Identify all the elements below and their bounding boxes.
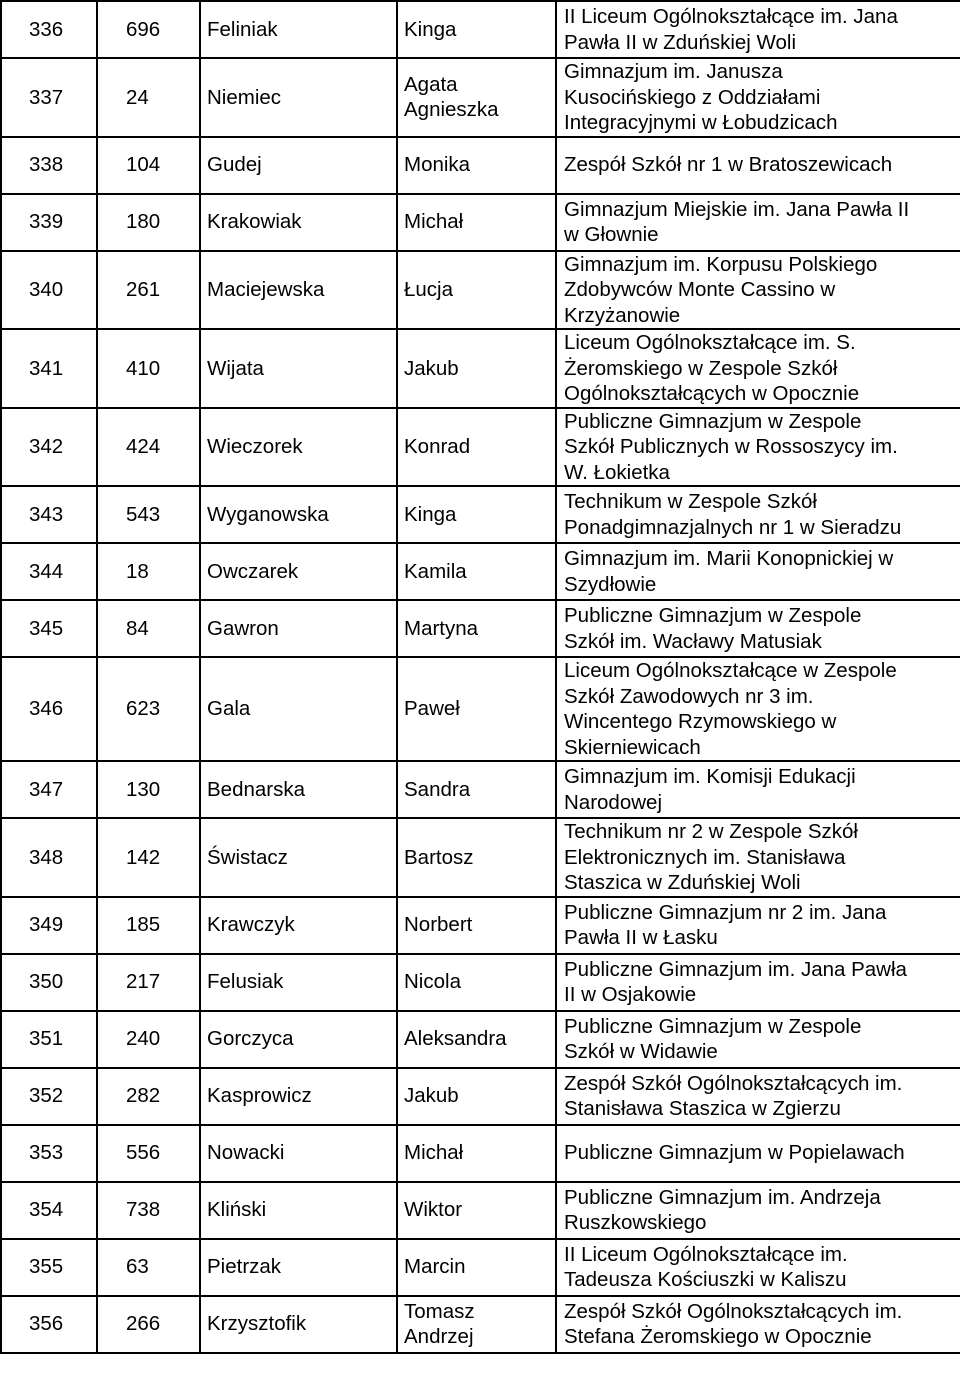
school-cell xyxy=(556,137,960,194)
first-name-cell xyxy=(397,954,556,1011)
surname-cell xyxy=(200,137,397,194)
code-cell-text: 18 xyxy=(126,559,149,583)
table-row xyxy=(1,897,960,954)
surname-cell-text: Wyganowska xyxy=(207,502,329,526)
code-cell xyxy=(97,194,200,251)
lp-cell xyxy=(1,1068,97,1125)
surname-cell xyxy=(200,486,397,543)
lp-cell xyxy=(1,137,97,194)
first-name-cell-text: Wiktor xyxy=(404,1198,463,1222)
code-cell-text: 185 xyxy=(126,913,161,937)
code-cell-text: 84 xyxy=(126,616,149,640)
school-cell-text: II Liceum Ogólnokształcące im. Jana Pawła II w Zduńskiej Woli xyxy=(564,5,898,54)
lp-cell xyxy=(1,954,97,1011)
first-name-cell-text: Jakub xyxy=(404,1084,459,1108)
lp-cell xyxy=(1,194,97,251)
school-cell-text: Liceum Ogólnokształcące w Zespole Szkół Zawodowych nr 3 im. Wincentego Rzymowskiego w Skierniewicach xyxy=(564,659,897,759)
school-cell-text: Gimnazjum Miejskie im. Jana Pawła II w Głownie xyxy=(564,197,910,246)
lp-cell xyxy=(1,1182,97,1239)
code-cell-text: 104 xyxy=(126,153,161,177)
school-cell xyxy=(556,954,960,1011)
school-cell xyxy=(556,897,960,954)
lp-cell-text: 347 xyxy=(29,777,64,801)
first-name-cell-text: Norbert xyxy=(404,913,473,937)
school-cell-text: Zespół Szkół Ogólnokształcących im. Stefana Żeromskiego w Opocznie xyxy=(564,1299,903,1348)
code-cell xyxy=(97,1239,200,1296)
first-name-cell-text: Nicola xyxy=(404,970,461,994)
lp-cell xyxy=(1,657,97,761)
school-cell-text: Publiczne Gimnazjum w Zespole Szkół Publicznych w Rossoszycy im. W. Łokietka xyxy=(564,409,898,484)
first-name-cell-text: Kinga xyxy=(404,17,457,41)
code-cell-text: 130 xyxy=(126,777,161,801)
table-row xyxy=(1,1296,960,1353)
first-name-cell xyxy=(397,1011,556,1068)
code-cell xyxy=(97,897,200,954)
lp-cell xyxy=(1,761,97,818)
code-cell xyxy=(97,1125,200,1182)
school-cell xyxy=(556,657,960,761)
table-row xyxy=(1,329,960,408)
surname-cell-text: Gala xyxy=(207,697,251,721)
surname-cell xyxy=(200,1125,397,1182)
first-name-cell xyxy=(397,329,556,408)
table-body xyxy=(1,1,960,1353)
code-cell xyxy=(97,657,200,761)
first-name-cell xyxy=(397,897,556,954)
surname-cell-text: Wijata xyxy=(207,356,264,380)
lp-cell-text: 342 xyxy=(29,435,64,458)
code-cell xyxy=(97,408,200,487)
surname-cell xyxy=(200,1011,397,1068)
surname-cell xyxy=(200,1,397,58)
surname-cell-text: Felusiak xyxy=(207,970,284,994)
surname-cell xyxy=(200,1239,397,1296)
school-cell-text: Publiczne Gimnazjum w Popielawach xyxy=(564,1141,905,1165)
first-name-cell xyxy=(397,1239,556,1296)
first-name-cell xyxy=(397,486,556,543)
table-row xyxy=(1,408,960,487)
first-name-cell-text: Kinga xyxy=(404,502,457,526)
table-row xyxy=(1,58,960,137)
code-cell-text: 696 xyxy=(126,17,161,41)
first-name-cell xyxy=(397,600,556,657)
first-name-cell-text: Bartosz xyxy=(404,845,474,869)
first-name-cell xyxy=(397,194,556,251)
table-row xyxy=(1,1011,960,1068)
lp-cell-text: 349 xyxy=(29,913,64,937)
code-cell-text: 240 xyxy=(126,1027,161,1051)
lp-cell xyxy=(1,543,97,600)
code-cell xyxy=(97,543,200,600)
school-cell-text: Gimnazjum im. Komisji Edukacji Narodowej xyxy=(564,765,856,814)
lp-cell-text: 356 xyxy=(29,1312,64,1336)
lp-cell-text: 352 xyxy=(29,1084,64,1108)
first-name-cell xyxy=(397,657,556,761)
surname-cell-text: Gorczyca xyxy=(207,1027,294,1051)
first-name-cell-text: Michał xyxy=(404,210,464,234)
surname-cell xyxy=(200,251,397,330)
school-cell xyxy=(556,329,960,408)
surname-cell xyxy=(200,543,397,600)
code-cell-text: 738 xyxy=(126,1198,161,1222)
school-cell-text: Zespół Szkół nr 1 w Bratoszewicach xyxy=(564,153,893,177)
first-name-cell xyxy=(397,137,556,194)
surname-cell-text: Pietrzak xyxy=(207,1255,282,1279)
code-cell-text: 63 xyxy=(126,1255,149,1279)
surname-cell xyxy=(200,408,397,487)
first-name-cell xyxy=(397,408,556,487)
table-row xyxy=(1,657,960,761)
school-cell-text: Technikum w Zespole Szkół Ponadgimnazjalnych nr 1 w Sieradzu xyxy=(564,490,902,539)
school-cell xyxy=(556,486,960,543)
school-cell xyxy=(556,1011,960,1068)
school-cell-text: Gimnazjum im. Janusza Kusocińskiego z Oddziałami Integracyjnymi w Łobudzicach xyxy=(564,60,838,134)
school-cell-text: Publiczne Gimnazjum nr 2 im. Jana Pawła II w Łasku xyxy=(564,900,887,949)
first-name-cell-text: Michał xyxy=(404,1141,464,1165)
first-name-cell-text: Sandra xyxy=(404,777,471,801)
school-cell xyxy=(556,761,960,818)
code-cell xyxy=(97,818,200,897)
table-row xyxy=(1,486,960,543)
first-name-cell xyxy=(397,761,556,818)
lp-cell-text: 344 xyxy=(29,559,64,583)
school-cell xyxy=(556,1239,960,1296)
table-row xyxy=(1,251,960,330)
surname-cell-text: Gawron xyxy=(207,616,279,640)
lp-cell-text: 346 xyxy=(29,697,64,721)
lp-cell xyxy=(1,251,97,330)
code-cell-text: 180 xyxy=(126,210,161,234)
school-cell xyxy=(556,251,960,330)
surname-cell-text: Feliniak xyxy=(207,17,278,41)
surname-cell-text: Bednarska xyxy=(207,777,306,801)
table-row xyxy=(1,600,960,657)
lp-cell xyxy=(1,1239,97,1296)
code-cell-text: 282 xyxy=(126,1084,161,1108)
table-row xyxy=(1,1,960,58)
table-row xyxy=(1,1182,960,1239)
code-cell xyxy=(97,329,200,408)
school-cell xyxy=(556,1068,960,1125)
lp-cell xyxy=(1,1011,97,1068)
code-cell xyxy=(97,600,200,657)
surname-cell xyxy=(200,1182,397,1239)
school-cell-text: Publiczne Gimnazjum w Zespole Szkół w Widawie xyxy=(564,1014,862,1063)
lp-cell-text: 354 xyxy=(29,1198,64,1222)
lp-cell-text: 340 xyxy=(29,278,64,301)
lp-cell-text: 341 xyxy=(29,356,64,380)
code-cell-text: 410 xyxy=(126,356,161,380)
code-cell xyxy=(97,1011,200,1068)
code-cell xyxy=(97,1296,200,1353)
lp-cell-text: 345 xyxy=(29,616,64,640)
first-name-cell-text: Paweł xyxy=(404,697,460,721)
code-cell-text: 24 xyxy=(126,85,149,109)
code-cell xyxy=(97,761,200,818)
lp-cell xyxy=(1,897,97,954)
table-row xyxy=(1,1239,960,1296)
lp-cell-text: 348 xyxy=(29,845,64,869)
first-name-cell xyxy=(397,1182,556,1239)
lp-cell-text: 343 xyxy=(29,502,64,526)
first-name-cell-text: Tomasz Andrzej xyxy=(404,1299,475,1348)
lp-cell xyxy=(1,58,97,137)
surname-cell-text: Niemiec xyxy=(207,85,282,109)
table-row xyxy=(1,543,960,600)
lp-cell-text: 355 xyxy=(29,1255,64,1279)
lp-cell xyxy=(1,1,97,58)
surname-cell xyxy=(200,761,397,818)
lp-cell-text: 336 xyxy=(29,17,64,41)
lp-cell-text: 338 xyxy=(29,153,64,177)
lp-cell xyxy=(1,486,97,543)
school-cell xyxy=(556,1,960,58)
surname-cell xyxy=(200,600,397,657)
school-cell xyxy=(556,408,960,487)
code-cell xyxy=(97,58,200,137)
school-cell-text: Zespół Szkół Ogólnokształcących im. Stanisława Staszica w Zgierzu xyxy=(564,1071,903,1120)
code-cell-text: 261 xyxy=(126,278,161,301)
code-cell xyxy=(97,1068,200,1125)
school-cell-text: Publiczne Gimnazjum im. Jana Pawła II w Osjakowie xyxy=(564,957,907,1006)
first-name-cell-text: Marcin xyxy=(404,1255,466,1279)
surname-cell xyxy=(200,897,397,954)
school-cell xyxy=(556,194,960,251)
school-cell xyxy=(556,58,960,137)
first-name-cell-text: Konrad xyxy=(404,435,471,458)
lp-cell xyxy=(1,600,97,657)
lp-cell-text: 339 xyxy=(29,210,64,234)
surname-cell-text: Owczarek xyxy=(207,559,299,583)
first-name-cell xyxy=(397,1,556,58)
lp-cell xyxy=(1,408,97,487)
lp-cell-text: 337 xyxy=(29,85,64,109)
school-cell xyxy=(556,1296,960,1353)
first-name-cell-text: Monika xyxy=(404,153,471,177)
school-cell xyxy=(556,1182,960,1239)
surname-cell xyxy=(200,1296,397,1353)
school-cell xyxy=(556,818,960,897)
table-row xyxy=(1,954,960,1011)
code-cell xyxy=(97,1,200,58)
code-cell-text: 556 xyxy=(126,1141,161,1165)
first-name-cell xyxy=(397,251,556,330)
surname-cell xyxy=(200,194,397,251)
surname-cell xyxy=(200,954,397,1011)
code-cell xyxy=(97,137,200,194)
surname-cell-text: Krawczyk xyxy=(207,913,295,937)
surname-cell xyxy=(200,58,397,137)
first-name-cell xyxy=(397,818,556,897)
first-name-cell xyxy=(397,1296,556,1353)
code-cell xyxy=(97,486,200,543)
first-name-cell xyxy=(397,1125,556,1182)
first-name-cell-text: Łucja xyxy=(404,278,454,301)
code-cell xyxy=(97,1182,200,1239)
school-cell-text: II Liceum Ogólnokształcące im. Tadeusza Kościuszki w Kaliszu xyxy=(564,1242,848,1291)
table-row xyxy=(1,194,960,251)
lp-cell xyxy=(1,1296,97,1353)
school-cell-text: Liceum Ogólnokształcące im. S. Żeromskiego w Zespole Szkół Ogólnokształcących w Opocznie xyxy=(564,331,860,405)
lp-cell-text: 351 xyxy=(29,1027,64,1051)
school-cell-text: Gimnazjum im. Marii Konopnickiej w Szydłowie xyxy=(564,547,894,596)
lp-cell xyxy=(1,329,97,408)
school-cell xyxy=(556,600,960,657)
code-cell-text: 623 xyxy=(126,697,161,721)
table-row xyxy=(1,761,960,818)
surname-cell-text: Nowacki xyxy=(207,1141,285,1165)
lp-cell-text: 350 xyxy=(29,970,64,994)
code-cell-text: 142 xyxy=(126,845,161,869)
surname-cell-text: Gudej xyxy=(207,153,262,177)
school-cell-text: Technikum nr 2 w Zespole Szkół Elektronicznych im. Stanisława Staszica w Zduńskiej Woli xyxy=(564,820,858,894)
surname-cell-text: Kliński xyxy=(207,1198,267,1222)
first-name-cell-text: Kamila xyxy=(404,559,467,583)
surname-cell-text: Maciejewska xyxy=(207,278,325,301)
code-cell-text: 266 xyxy=(126,1312,161,1336)
first-name-cell-text: Jakub xyxy=(404,356,459,380)
table-row xyxy=(1,818,960,897)
table-row xyxy=(1,1068,960,1125)
first-name-cell-text: Agata Agnieszka xyxy=(404,72,499,122)
first-name-cell xyxy=(397,543,556,600)
code-cell-text: 543 xyxy=(126,502,161,526)
school-cell-text: Publiczne Gimnazjum w Zespole Szkół im. Wacławy Matusiak xyxy=(564,604,862,653)
surname-cell-text: Kasprowicz xyxy=(207,1084,312,1108)
first-name-cell-text: Aleksandra xyxy=(404,1027,507,1051)
school-cell-text: Publiczne Gimnazjum im. Andrzeja Ruszkowskiego xyxy=(564,1185,881,1234)
first-name-cell xyxy=(397,1068,556,1125)
first-name-cell-text: Martyna xyxy=(404,616,479,640)
surname-cell-text: Wieczorek xyxy=(207,435,303,458)
school-cell xyxy=(556,1125,960,1182)
surname-cell xyxy=(200,657,397,761)
lp-cell xyxy=(1,1125,97,1182)
surname-cell xyxy=(200,818,397,897)
surname-cell-text: Świstacz xyxy=(207,845,288,869)
lp-cell xyxy=(1,818,97,897)
surname-cell-text: Krzysztofik xyxy=(207,1312,307,1336)
surname-cell-text: Krakowiak xyxy=(207,210,302,234)
school-cell-text: Gimnazjum im. Korpusu Polskiego Zdobywców Monte Cassino w Krzyżanowie xyxy=(564,252,878,327)
lp-cell-text: 353 xyxy=(29,1141,64,1165)
table-row xyxy=(1,1125,960,1182)
code-cell-text: 217 xyxy=(126,970,161,994)
surname-cell xyxy=(200,1068,397,1125)
first-name-cell xyxy=(397,58,556,137)
code-cell-text: 424 xyxy=(126,435,161,458)
school-cell xyxy=(556,543,960,600)
surname-cell xyxy=(200,329,397,408)
table-row xyxy=(1,137,960,194)
code-cell xyxy=(97,251,200,330)
code-cell xyxy=(97,954,200,1011)
